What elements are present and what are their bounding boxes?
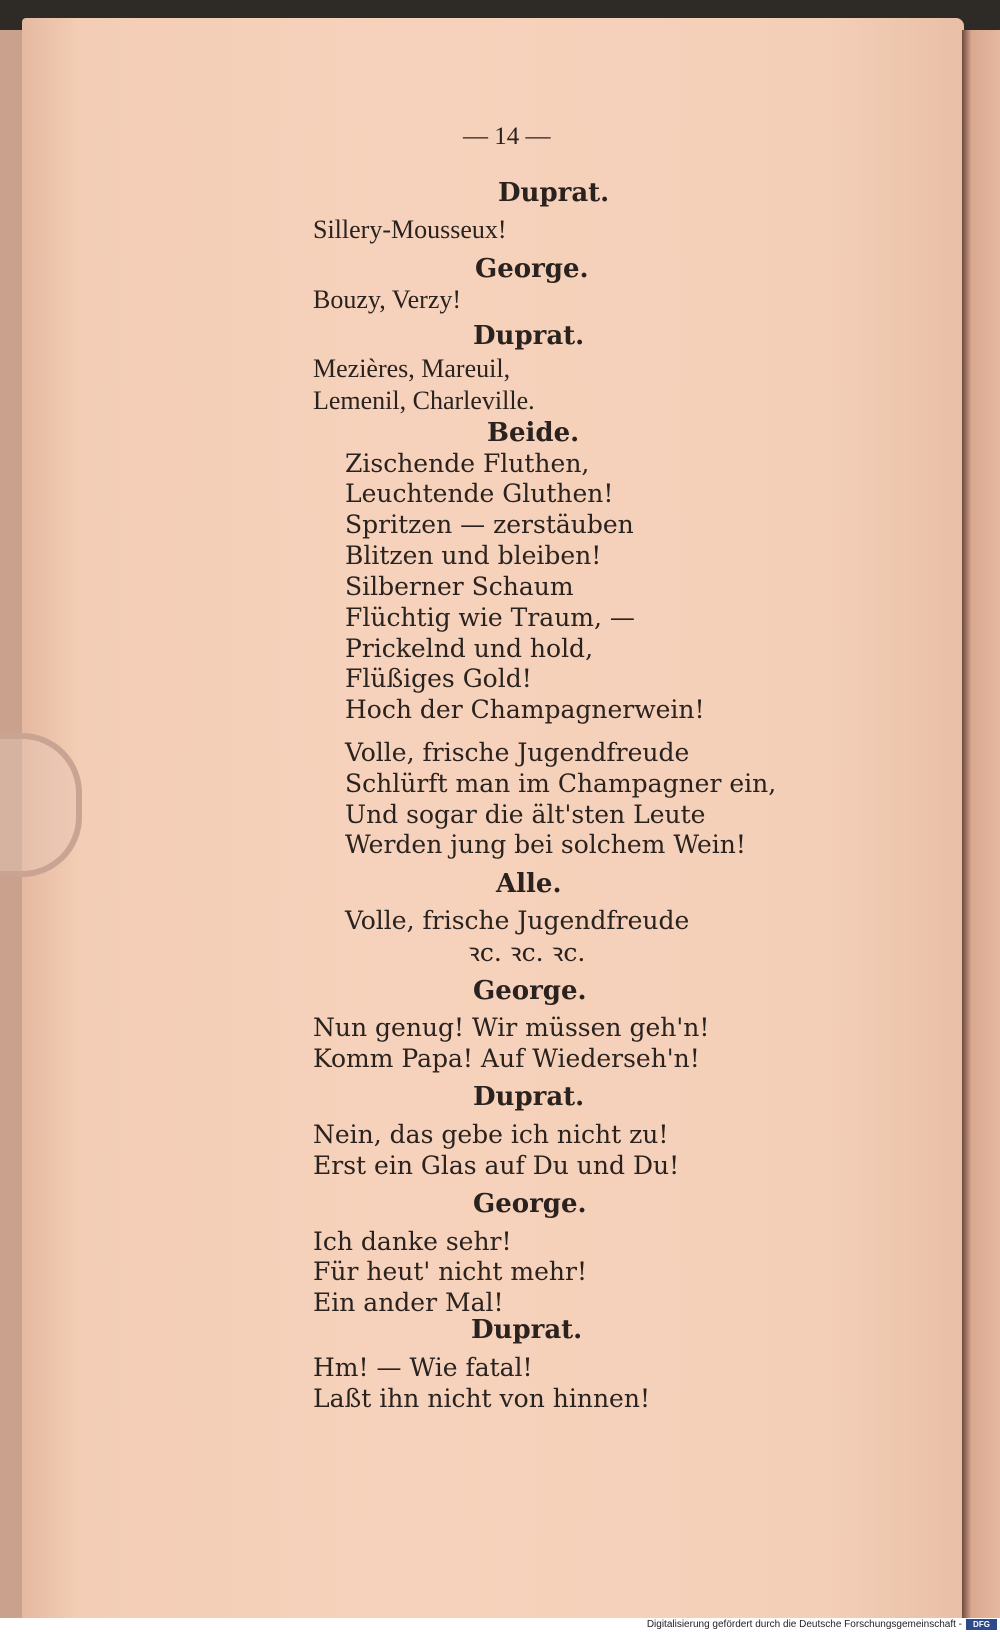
verse-line: Sillery-Mousseux!: [313, 215, 507, 244]
verse-line: Volle, frische Jugendfreude: [345, 906, 690, 935]
dfg-logo: DFG: [966, 1619, 997, 1630]
verse-line: Hoch der Champagnerwein!: [345, 695, 705, 724]
funding-notice: Digitalisierung gefördert durch die Deutsche Forschungsgemeinschaft -: [646, 1619, 962, 1630]
verse-line: Flüchtig wie Traum, —: [345, 603, 635, 632]
speaker-heading: Duprat.: [498, 178, 610, 208]
verse-line: Erst ein Glas auf Du und Du!: [313, 1151, 680, 1180]
verse-line: Mezières, Mareuil,: [313, 354, 511, 383]
verse-line: Ein ander Mal!: [313, 1288, 504, 1317]
verse-line: Nun genug! Wir müssen geh'n!: [313, 1013, 710, 1042]
page-edge-right: [962, 30, 1000, 1618]
page-number: — 14 —: [463, 123, 551, 150]
speaker-heading: Duprat.: [473, 321, 585, 351]
speaker-heading: Duprat.: [473, 1082, 585, 1112]
speaker-heading: Alle.: [496, 869, 562, 899]
speaker-heading: George.: [473, 976, 587, 1006]
verse-line: Ich danke sehr!: [313, 1227, 512, 1256]
verse-line: Hm! — Wie fatal!: [313, 1353, 533, 1382]
attribution-footer: [0, 1618, 1000, 1632]
verse-line: Prickelnd und hold,: [345, 634, 594, 663]
speaker-heading: George.: [473, 1189, 587, 1219]
etc-line: ꝛc. ꝛc. ꝛc.: [468, 938, 586, 967]
verse-line: Für heut' nicht mehr!: [313, 1257, 587, 1286]
verse-line: Komm Papa! Auf Wiederseh'n!: [313, 1044, 700, 1073]
speaker-heading: Duprat.: [471, 1315, 583, 1345]
verse-line: Flüßiges Gold!: [345, 664, 532, 693]
verse-line: Nein, das gebe ich nicht zu!: [313, 1120, 669, 1149]
verse-line: Bouzy, Verzy!: [313, 285, 462, 314]
verse-line: Schlürft man im Champagner ein,: [345, 769, 777, 798]
verse-line: Lemenil, Charleville.: [313, 386, 535, 415]
verse-line: Zischende Fluthen,: [345, 449, 590, 478]
verse-line: Und sogar die ält'sten Leute: [345, 800, 706, 829]
verse-line: Blitzen und bleiben!: [345, 541, 602, 570]
speaker-heading: Beide.: [487, 418, 580, 448]
verse-line: Volle, frische Jugendfreude: [345, 738, 690, 767]
speaker-heading: George.: [475, 254, 589, 284]
verse-line: Silberner Schaum: [345, 572, 574, 601]
verse-line: Werden jung bei solchem Wein!: [345, 830, 746, 859]
verse-line: Laßt ihn nicht von hinnen!: [313, 1384, 650, 1413]
verse-line: Leuchtende Gluthen!: [345, 479, 614, 508]
verse-line: Spritzen — zerstäuben: [345, 510, 634, 539]
